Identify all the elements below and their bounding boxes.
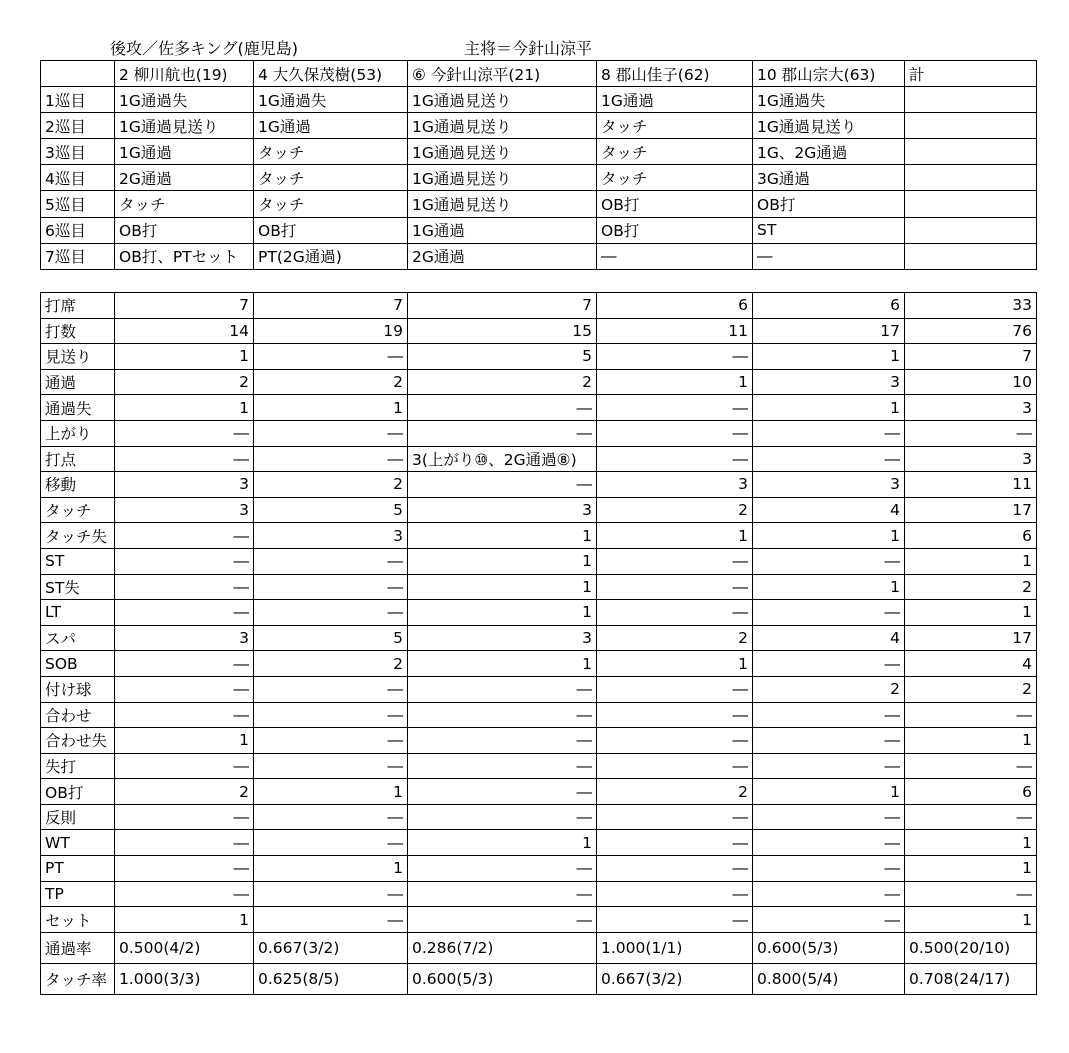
- stat-row: [41, 651, 1037, 677]
- inning-cell: 2G通過: [408, 243, 597, 269]
- stat-value: 2: [254, 472, 408, 498]
- stat-value: 1: [115, 344, 254, 370]
- rate-value: 0.625(8/5): [254, 964, 408, 995]
- inning-cell: ―: [597, 243, 753, 269]
- inning-row: [41, 217, 1037, 243]
- inning-cell: PT(2G通過): [254, 243, 408, 269]
- inning-label: 6巡目: [41, 217, 115, 243]
- stat-value: ―: [753, 856, 905, 882]
- inning-cell: タッチ: [254, 165, 408, 191]
- rate-value: 1.000(3/3): [115, 964, 254, 995]
- stat-value: 1: [597, 651, 753, 677]
- stat-row: [41, 881, 1037, 907]
- stat-value: 1: [408, 830, 597, 856]
- stat-value: ―: [115, 548, 254, 574]
- stat-label: ST: [41, 548, 115, 574]
- stat-value: 17: [905, 497, 1037, 523]
- stat-row: [41, 856, 1037, 882]
- stat-value: ―: [597, 600, 753, 626]
- stat-value: ―: [254, 600, 408, 626]
- stat-row: [41, 548, 1037, 574]
- stat-value: 2: [115, 369, 254, 395]
- stat-value: 1: [408, 523, 597, 549]
- stat-value: 1: [115, 395, 254, 421]
- inning-cell: タッチ: [597, 113, 753, 139]
- stat-value: ―: [753, 420, 905, 446]
- rate-value: 0.800(5/4): [753, 964, 905, 995]
- stat-value: ―: [254, 830, 408, 856]
- stat-value: 1: [408, 548, 597, 574]
- rate-value: 0.600(5/3): [408, 964, 597, 995]
- stat-value: ―: [408, 753, 597, 779]
- rate-row: [41, 932, 1037, 963]
- stat-value: ―: [115, 420, 254, 446]
- inning-cell: OB打、PTセット: [115, 243, 254, 269]
- stat-row: [41, 702, 1037, 728]
- stat-label: セット: [41, 907, 115, 933]
- rate-label: 通過率: [41, 932, 115, 963]
- inning-cell: 1G通過見送り: [753, 113, 905, 139]
- stat-value: ―: [254, 676, 408, 702]
- stat-value: 17: [905, 625, 1037, 651]
- rate-value: 0.667(3/2): [254, 932, 408, 963]
- stat-value: ―: [115, 804, 254, 830]
- stat-value: 11: [905, 472, 1037, 498]
- stat-value: ―: [115, 856, 254, 882]
- stat-value: ―: [753, 907, 905, 933]
- stat-value: ―: [115, 753, 254, 779]
- stat-value: ―: [753, 548, 905, 574]
- inning-cell: [905, 217, 1037, 243]
- stat-value: ―: [408, 420, 597, 446]
- stat-value: ―: [905, 702, 1037, 728]
- stat-value: 4: [753, 625, 905, 651]
- stat-value: 1: [597, 369, 753, 395]
- stat-value: 6: [597, 293, 753, 319]
- stats-table: [40, 292, 1037, 995]
- stat-value: ―: [408, 881, 597, 907]
- inning-label: 7巡目: [41, 243, 115, 269]
- stat-value: ―: [408, 856, 597, 882]
- rate-value: 0.286(7/2): [408, 932, 597, 963]
- captain-title: 主将＝今針山涼平: [464, 39, 593, 58]
- stat-value: 1: [408, 600, 597, 626]
- stat-value: ―: [254, 753, 408, 779]
- inning-cell: [905, 139, 1037, 165]
- stat-value: ―: [753, 830, 905, 856]
- stat-value: ―: [408, 676, 597, 702]
- player-header: 2 柳川航也(19): [115, 61, 254, 87]
- stat-value: ―: [597, 574, 753, 600]
- stat-value: 33: [905, 293, 1037, 319]
- stat-label: 失打: [41, 753, 115, 779]
- stat-value: ―: [115, 676, 254, 702]
- inning-cell: OB打: [753, 191, 905, 217]
- stat-value: 1: [905, 600, 1037, 626]
- stat-row: [41, 523, 1037, 549]
- stat-value: ―: [115, 574, 254, 600]
- stat-label: 上がり: [41, 420, 115, 446]
- stat-value: 1: [905, 907, 1037, 933]
- stat-row: [41, 420, 1037, 446]
- stat-value: ―: [254, 548, 408, 574]
- stat-value: 5: [408, 344, 597, 370]
- stat-value: ―: [597, 881, 753, 907]
- stat-value: 10: [905, 369, 1037, 395]
- stat-value: 3: [115, 497, 254, 523]
- inning-cell: [905, 243, 1037, 269]
- inning-row: [41, 191, 1037, 217]
- player-header: 10 郡山宗大(63): [753, 61, 905, 87]
- stat-value: ―: [115, 881, 254, 907]
- stat-value: 2: [254, 369, 408, 395]
- stat-value: 2: [753, 676, 905, 702]
- stat-value: ―: [254, 881, 408, 907]
- stat-value: ―: [408, 779, 597, 805]
- stat-value: 7: [254, 293, 408, 319]
- stat-row: [41, 293, 1037, 319]
- stat-value: ―: [408, 728, 597, 754]
- rate-value: 0.500(20/10): [905, 932, 1037, 963]
- rate-row: [41, 964, 1037, 995]
- stat-label: ST失: [41, 574, 115, 600]
- stat-value: ―: [597, 702, 753, 728]
- stat-label: スパ: [41, 625, 115, 651]
- stat-label: 打点: [41, 446, 115, 472]
- rate-value: 1.000(1/1): [597, 932, 753, 963]
- stat-label: 合わせ失: [41, 728, 115, 754]
- stat-value: ―: [408, 907, 597, 933]
- stat-value: ―: [254, 702, 408, 728]
- stat-label: WT: [41, 830, 115, 856]
- inning-cell: [905, 113, 1037, 139]
- stat-value: 14: [115, 318, 254, 344]
- corner-cell: [41, 61, 115, 87]
- inning-cell: タッチ: [254, 191, 408, 217]
- innings-table: [40, 60, 1037, 270]
- inning-cell: 1G通過: [254, 113, 408, 139]
- stat-value: ―: [597, 420, 753, 446]
- stat-value: ―: [905, 881, 1037, 907]
- inning-cell: 1G通過: [115, 139, 254, 165]
- inning-row: [41, 87, 1037, 113]
- player-header: 8 郡山佳子(62): [597, 61, 753, 87]
- inning-cell: 1G通過見送り: [408, 165, 597, 191]
- stat-value: 3: [597, 472, 753, 498]
- stat-value: ―: [905, 804, 1037, 830]
- stat-value: ―: [115, 651, 254, 677]
- stat-value: ―: [115, 600, 254, 626]
- stat-value: ―: [905, 753, 1037, 779]
- stat-value: ―: [254, 907, 408, 933]
- stat-value: ―: [753, 804, 905, 830]
- stat-value: 6: [753, 293, 905, 319]
- stat-label: PT: [41, 856, 115, 882]
- stat-row: [41, 676, 1037, 702]
- inning-row: [41, 243, 1037, 269]
- stat-label: 打席: [41, 293, 115, 319]
- stat-value: 15: [408, 318, 597, 344]
- inning-label: 1巡目: [41, 87, 115, 113]
- stat-label: OB打: [41, 779, 115, 805]
- stat-value: 2: [905, 574, 1037, 600]
- inning-label: 3巡目: [41, 139, 115, 165]
- inning-cell: 2G通過: [115, 165, 254, 191]
- stat-row: [41, 804, 1037, 830]
- stat-value: ―: [753, 600, 905, 626]
- stat-value: 7: [408, 293, 597, 319]
- stat-value: ―: [597, 728, 753, 754]
- stat-value: ―: [597, 548, 753, 574]
- inning-cell: 1G通過失: [115, 87, 254, 113]
- inning-cell: 1G通過見送り: [408, 191, 597, 217]
- inning-cell: タッチ: [115, 191, 254, 217]
- stat-value: 11: [597, 318, 753, 344]
- player-header: ⑥ 今針山涼平(21): [408, 61, 597, 87]
- stat-label: LT: [41, 600, 115, 626]
- inning-cell: 1G通過見送り: [115, 113, 254, 139]
- stat-value: 1: [254, 395, 408, 421]
- stat-value: 1: [115, 907, 254, 933]
- stat-value: ―: [408, 804, 597, 830]
- stat-value: 17: [753, 318, 905, 344]
- stat-value: 3: [254, 523, 408, 549]
- stat-label: タッチ失: [41, 523, 115, 549]
- stat-value: ―: [597, 753, 753, 779]
- inning-cell: OB打: [597, 217, 753, 243]
- stat-value: 3: [905, 446, 1037, 472]
- stat-label: 打数: [41, 318, 115, 344]
- stat-value: ―: [597, 856, 753, 882]
- stat-label: 見送り: [41, 344, 115, 370]
- stat-value: 1: [753, 395, 905, 421]
- stat-value: ―: [597, 395, 753, 421]
- stat-value: ―: [115, 702, 254, 728]
- rate-label: タッチ率: [41, 964, 115, 995]
- stat-row: [41, 907, 1037, 933]
- stat-value: 5: [254, 497, 408, 523]
- stat-value: ―: [254, 344, 408, 370]
- stat-label: 合わせ: [41, 702, 115, 728]
- stat-value: 3: [753, 472, 905, 498]
- stat-label: 通過失: [41, 395, 115, 421]
- inning-cell: 3G通過: [753, 165, 905, 191]
- inning-cell: 1G、2G通過: [753, 139, 905, 165]
- inning-cell: 1G通過見送り: [408, 113, 597, 139]
- stat-value: 1: [408, 651, 597, 677]
- inning-label: 2巡目: [41, 113, 115, 139]
- stat-value: 1: [905, 728, 1037, 754]
- inning-cell: 1G通過失: [753, 87, 905, 113]
- stat-label: TP: [41, 881, 115, 907]
- inning-label: 5巡目: [41, 191, 115, 217]
- stat-value: 1: [753, 779, 905, 805]
- stat-value: 6: [905, 523, 1037, 549]
- stat-value: 3: [115, 472, 254, 498]
- stat-value: ―: [905, 420, 1037, 446]
- stat-value: 1: [753, 574, 905, 600]
- stat-value: 1: [254, 856, 408, 882]
- inning-cell: [905, 165, 1037, 191]
- stat-row: [41, 830, 1037, 856]
- inning-cell: ―: [753, 243, 905, 269]
- rate-value: 0.708(24/17): [905, 964, 1037, 995]
- rate-value: 0.667(3/2): [597, 964, 753, 995]
- stat-value: 3: [408, 497, 597, 523]
- stat-value: ―: [597, 804, 753, 830]
- stat-row: [41, 369, 1037, 395]
- inning-cell: ST: [753, 217, 905, 243]
- stat-value: ―: [597, 676, 753, 702]
- stat-value: 3: [115, 625, 254, 651]
- inning-cell: 1G通過: [597, 87, 753, 113]
- stat-value: 3: [905, 395, 1037, 421]
- inning-row: [41, 113, 1037, 139]
- stat-value: 7: [905, 344, 1037, 370]
- total-header: 計: [905, 61, 1037, 87]
- stat-value: 1: [905, 830, 1037, 856]
- stat-value: 1: [753, 523, 905, 549]
- stat-row: [41, 753, 1037, 779]
- stat-value: 19: [254, 318, 408, 344]
- stat-value: 1: [597, 523, 753, 549]
- inning-cell: タッチ: [597, 165, 753, 191]
- stat-value: ―: [753, 446, 905, 472]
- stat-value: ―: [597, 830, 753, 856]
- stat-value: 3(上がり⑩、2G通過⑧): [408, 446, 597, 472]
- stat-value: 1: [254, 779, 408, 805]
- stat-value: 2: [254, 651, 408, 677]
- stat-value: ―: [254, 728, 408, 754]
- stat-label: SOB: [41, 651, 115, 677]
- stat-label: 移動: [41, 472, 115, 498]
- player-header-row: [41, 61, 1037, 87]
- inning-label: 4巡目: [41, 165, 115, 191]
- stat-label: 付け球: [41, 676, 115, 702]
- rate-value: 0.500(4/2): [115, 932, 254, 963]
- inning-cell: OB打: [597, 191, 753, 217]
- inning-row: [41, 165, 1037, 191]
- stat-value: ―: [597, 907, 753, 933]
- player-header: 4 大久保茂樹(53): [254, 61, 408, 87]
- stat-value: ―: [753, 753, 905, 779]
- stat-value: 1: [905, 856, 1037, 882]
- stat-value: ―: [115, 523, 254, 549]
- team-title: 後攻／佐多キング(鹿児島): [110, 39, 299, 58]
- stat-row: [41, 472, 1037, 498]
- stat-value: ―: [254, 804, 408, 830]
- inning-cell: 1G通過見送り: [408, 87, 597, 113]
- stat-value: ―: [254, 420, 408, 446]
- stat-label: 反則: [41, 804, 115, 830]
- stat-value: 2: [905, 676, 1037, 702]
- stat-value: 1: [905, 548, 1037, 574]
- stat-value: 76: [905, 318, 1037, 344]
- stat-value: ―: [408, 702, 597, 728]
- stat-row: [41, 497, 1037, 523]
- stat-value: ―: [254, 446, 408, 472]
- stat-row: [41, 574, 1037, 600]
- stat-value: 1: [115, 728, 254, 754]
- stat-row: [41, 625, 1037, 651]
- stat-value: ―: [408, 395, 597, 421]
- stat-value: ―: [597, 344, 753, 370]
- inning-cell: OB打: [254, 217, 408, 243]
- stat-value: ―: [408, 472, 597, 498]
- stat-label: 通過: [41, 369, 115, 395]
- stat-row: [41, 318, 1037, 344]
- stat-row: [41, 779, 1037, 805]
- stat-value: ―: [753, 651, 905, 677]
- stat-value: ―: [254, 574, 408, 600]
- stat-value: 2: [597, 625, 753, 651]
- stat-row: [41, 600, 1037, 626]
- stat-value: ―: [115, 446, 254, 472]
- inning-cell: 1G通過見送り: [408, 139, 597, 165]
- stat-value: 7: [115, 293, 254, 319]
- stat-value: 3: [408, 625, 597, 651]
- stat-value: 5: [254, 625, 408, 651]
- inning-cell: OB打: [115, 217, 254, 243]
- stat-value: ―: [753, 702, 905, 728]
- stat-value: 3: [753, 369, 905, 395]
- inning-cell: 1G通過: [408, 217, 597, 243]
- inning-cell: [905, 87, 1037, 113]
- stat-value: 4: [753, 497, 905, 523]
- inning-cell: タッチ: [254, 139, 408, 165]
- stat-row: [41, 344, 1037, 370]
- stat-value: ―: [597, 446, 753, 472]
- stat-row: [41, 446, 1037, 472]
- stat-value: 4: [905, 651, 1037, 677]
- stat-value: 2: [408, 369, 597, 395]
- stat-value: ―: [753, 728, 905, 754]
- stat-row: [41, 728, 1037, 754]
- rate-value: 0.600(5/3): [753, 932, 905, 963]
- inning-cell: 1G通過失: [254, 87, 408, 113]
- stat-label: タッチ: [41, 497, 115, 523]
- stat-value: 1: [753, 344, 905, 370]
- stat-value: 2: [597, 779, 753, 805]
- inning-cell: タッチ: [597, 139, 753, 165]
- inning-cell: [905, 191, 1037, 217]
- stat-value: 1: [408, 574, 597, 600]
- stat-row: [41, 395, 1037, 421]
- inning-row: [41, 139, 1037, 165]
- stat-value: 2: [115, 779, 254, 805]
- stat-value: 6: [905, 779, 1037, 805]
- stat-value: ―: [753, 881, 905, 907]
- stat-value: ―: [115, 830, 254, 856]
- stat-value: 2: [597, 497, 753, 523]
